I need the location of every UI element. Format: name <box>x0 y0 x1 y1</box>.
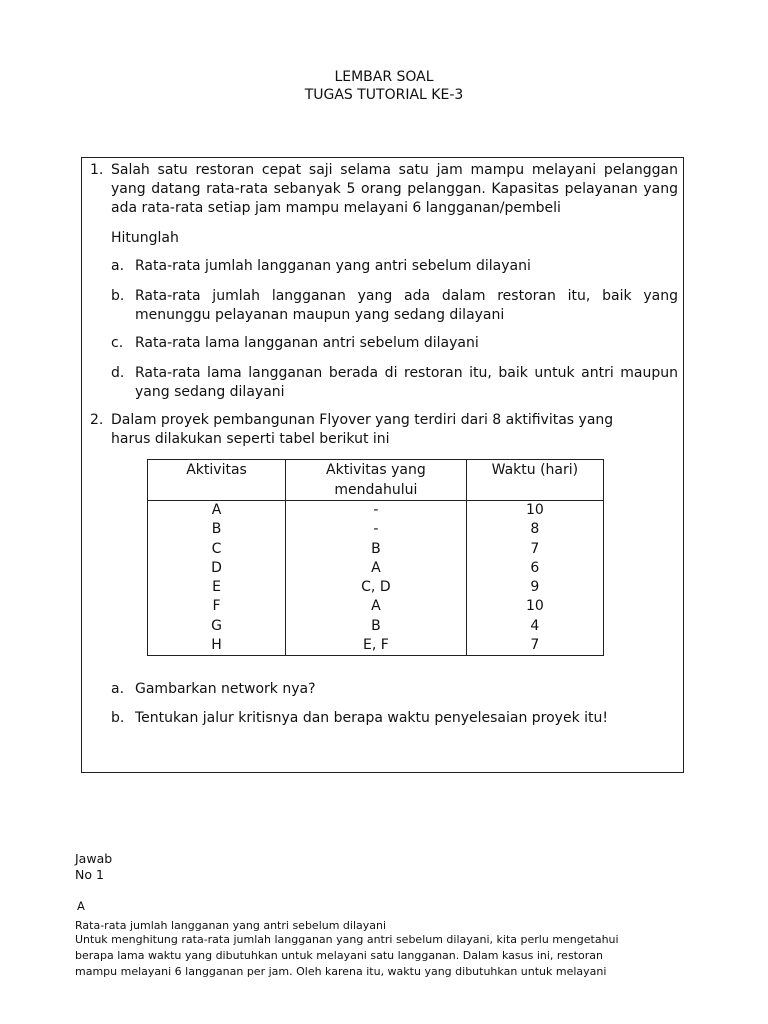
table-row <box>148 636 604 656</box>
q1-item-c-label: c. <box>111 335 124 351</box>
sheet-title: LEMBAR SOAL <box>334 69 434 85</box>
table-row <box>148 540 604 559</box>
table-header-row <box>148 460 604 501</box>
cell-predecessor: C, D <box>286 578 467 597</box>
cell-predecessor: A <box>286 559 467 578</box>
activity-table <box>147 459 604 656</box>
answer-heading: Jawab <box>75 851 113 866</box>
cell-duration: 8 <box>466 520 603 539</box>
cell-predecessor: B <box>286 540 467 559</box>
answer-number: No 1 <box>75 867 104 882</box>
header-duration: Waktu (hari) <box>466 460 603 501</box>
cell-activity: A <box>148 501 286 521</box>
answer-subtitle: Rata-rata jumlah langganan yang antri sebelum dilayani <box>75 919 387 932</box>
cell-predecessor: B <box>286 617 467 636</box>
q1-item-d-label: d. <box>111 365 125 381</box>
cell-predecessor: - <box>286 520 467 539</box>
cell-activity: H <box>148 636 286 656</box>
header-predecessor: Aktivitas yang mendahului <box>286 460 467 501</box>
table-row <box>148 520 604 539</box>
q1-item-b-label: b. <box>111 288 125 304</box>
cell-duration: 4 <box>466 617 603 636</box>
question-1-number: 1. <box>90 162 104 178</box>
q2-item-a-label: a. <box>111 681 125 697</box>
q1-item-b-text: Rata-rata jumlah langganan yang ada dalam restoran itu, baik yang menunggu pelayanan maupun yang sedang dilayani <box>135 288 678 323</box>
q1-item-a-text: Rata-rata jumlah langganan yang antri sebelum dilayani <box>135 258 531 274</box>
q1-item-d-text: Rata-rata lama langganan berada di restoran itu, baik untuk antri maupun yang sedang dilayani <box>135 365 678 400</box>
cell-duration: 6 <box>466 559 603 578</box>
table-row <box>148 501 604 521</box>
question-2-number: 2. <box>90 412 104 428</box>
cell-predecessor: - <box>286 501 467 521</box>
cell-duration: 9 <box>466 578 603 597</box>
cell-duration: 7 <box>466 540 603 559</box>
cell-predecessor: A <box>286 597 467 616</box>
table-row <box>148 617 604 636</box>
sheet-subtitle: TUGAS TUTORIAL KE-3 <box>304 87 464 103</box>
cell-predecessor: E, F <box>286 636 467 656</box>
cell-activity: F <box>148 597 286 616</box>
table-row <box>148 559 604 578</box>
cell-activity: B <box>148 520 286 539</box>
table-row <box>148 597 604 616</box>
cell-duration: 7 <box>466 636 603 656</box>
header-activity: Aktivitas <box>148 460 286 501</box>
q2-item-b-label: b. <box>111 710 125 726</box>
question-1-text: Salah satu restoran cepat saji selama satu jam mampu melayani pelanggan yang datang rata-rata sebanyak 5 orang pelanggan. Kapasitas pelayanan yang ada rata-rata setiap jam mampu melayani 6 langganan/pembeli <box>111 162 678 216</box>
cell-activity: D <box>148 559 286 578</box>
q2-item-a-text: Gambarkan network nya? <box>135 681 316 697</box>
cell-duration: 10 <box>466 597 603 616</box>
q2-item-b-text: Tentukan jalur kritisnya dan berapa waktu penyelesaian proyek itu! <box>135 710 608 726</box>
cell-activity: G <box>148 617 286 636</box>
cell-activity: C <box>148 540 286 559</box>
q1-item-a-label: a. <box>111 258 125 274</box>
table-row <box>148 578 604 597</box>
question-2-text: Dalam proyek pembangunan Flyover yang terdiri dari 8 aktifivitas yang harus dilakukan seperti tabel berikut ini <box>111 412 614 447</box>
q1-item-c-text: Rata-rata lama langganan antri sebelum dilayani <box>135 335 479 351</box>
answer-paragraph: Untuk menghitung rata-rata jumlah langganan yang antri sebelum dilayani, kita perlu mengetahui berapa lama waktu yang dibutuhkan untuk melayani satu langganan. Dalam kasus ini, restoran mampu melayani 6 langganan per jam. Oleh karena itu, waktu yang dibutuhkan untuk melayani <box>75 933 619 978</box>
cell-duration: 10 <box>466 501 603 521</box>
answer-part-label: A <box>77 899 85 913</box>
question-1-intro: Hitunglah <box>111 230 179 246</box>
cell-activity: E <box>148 578 286 597</box>
